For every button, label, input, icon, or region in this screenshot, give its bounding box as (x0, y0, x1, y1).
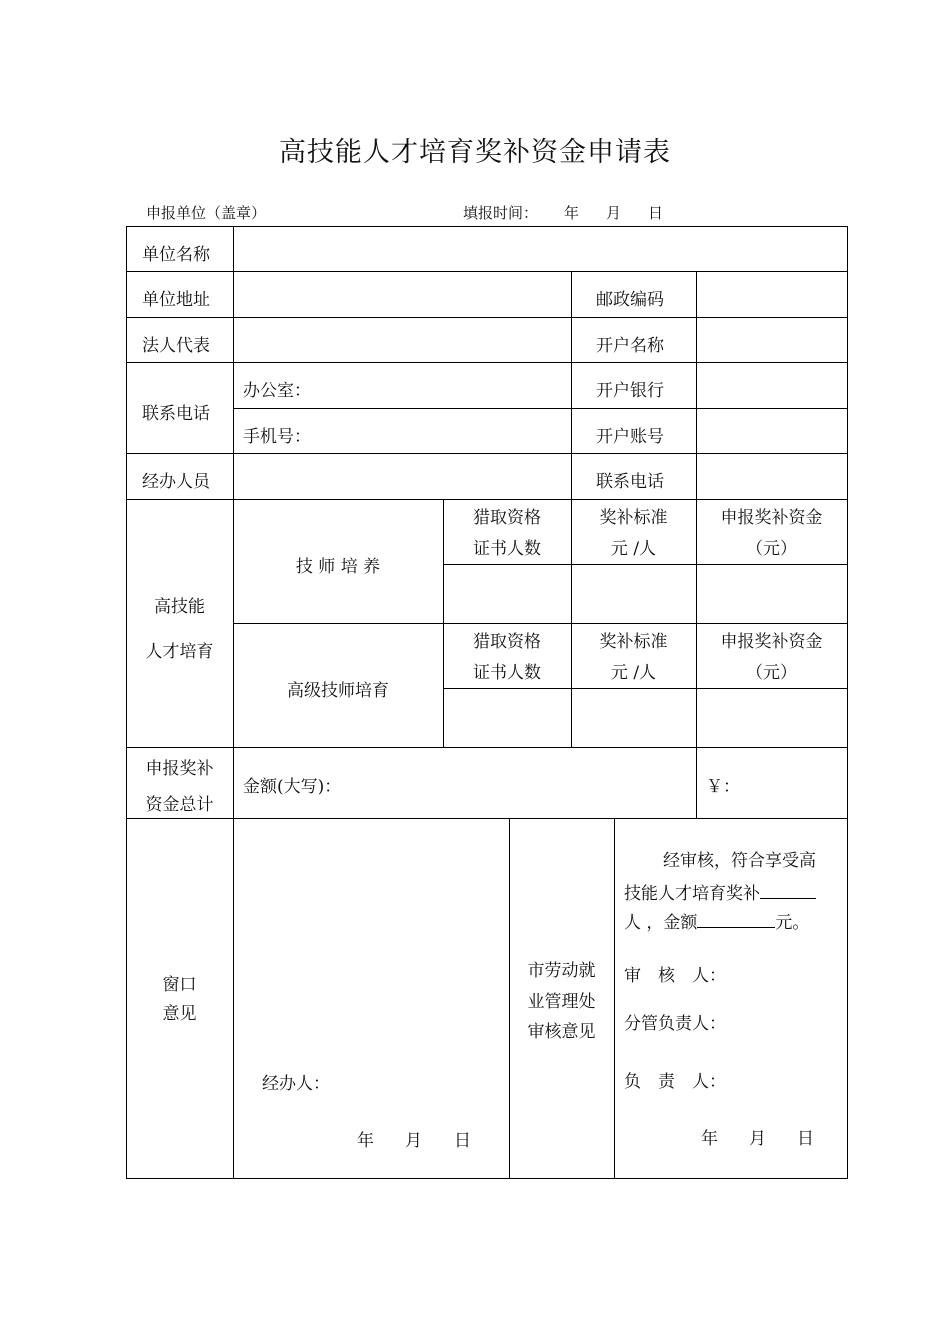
chief-label: 负 责 人： (624, 1072, 726, 1092)
review-text-line-3 (624, 911, 809, 932)
review-text-line-2-text: 技能人才培育奖补 (624, 884, 760, 904)
fill-year: 年 (564, 204, 580, 222)
bureau-opinion-label-2: 业管理处 (527, 992, 596, 1012)
review-text-line-2 (624, 882, 816, 903)
table-border-left (126, 226, 127, 1179)
fill-day: 日 (648, 204, 664, 222)
reviewer-label: 审 核 人： (624, 966, 726, 986)
row-divider (126, 499, 848, 500)
technician-training-label: 技 师 培 养 (295, 557, 381, 577)
review-text-line-1: 经审核，符合享受高 (663, 851, 816, 871)
count-blank (760, 882, 816, 899)
table-border-right (847, 226, 848, 1179)
amount-blank (697, 911, 775, 928)
row-divider (233, 623, 848, 624)
postal-code-label: 邮政编码 (596, 290, 664, 310)
row-divider (126, 271, 848, 272)
legal-rep-label: 法人代表 (142, 336, 210, 356)
subsidy-amount-header-1: 申报奖补资金 (720, 632, 823, 652)
senior-technician-training-label: 高级技师培育 (287, 681, 389, 701)
table-border-bottom (126, 1178, 848, 1179)
fill-month: 月 (606, 204, 622, 222)
window-handler-label: 经办人： (262, 1074, 330, 1094)
unit-name-label: 单位名称 (142, 245, 210, 265)
unit-address-label: 单位地址 (142, 290, 210, 310)
col-divider (696, 271, 697, 499)
handler-phone-label: 联系电话 (596, 472, 664, 492)
col-divider (696, 499, 697, 748)
table-border-top (126, 226, 848, 227)
cert-count-header-1: 猎取资格 (473, 632, 541, 652)
bank-label: 开户银行 (596, 381, 664, 401)
handler-label: 经办人员 (142, 472, 210, 492)
cert-count-header-1: 猎取资格 (473, 508, 541, 528)
total-label-1: 申报奖补 (145, 759, 214, 779)
subsidy-standard-header-1: 奖补标准 (599, 508, 668, 528)
subsidy-amount-header-1: 申报奖补资金 (720, 508, 823, 528)
col-divider (443, 499, 444, 748)
office-phone-label: 办公室： (243, 381, 311, 401)
fill-time-label: 填报时间： (463, 204, 539, 222)
row-divider (126, 362, 848, 363)
col-divider (571, 499, 572, 748)
row-divider (443, 564, 848, 565)
contact-phone-label: 联系电话 (142, 404, 210, 424)
col-divider (696, 747, 697, 819)
window-day: 日 (454, 1131, 471, 1151)
window-year: 年 (357, 1131, 374, 1151)
window-opinion-label-2: 意见 (162, 1004, 197, 1024)
subsidy-standard-header-2: 元 /人 (610, 663, 657, 683)
cert-count-header-2: 证书人数 (473, 539, 541, 559)
row-divider (126, 317, 848, 318)
amount-yen-label: ￥： (706, 777, 740, 797)
row-divider (233, 408, 848, 409)
training-section-label-2: 人才培育 (145, 642, 214, 662)
col-divider (614, 818, 615, 1179)
training-section-label-1: 高技能 (154, 597, 205, 617)
review-year: 年 (701, 1129, 718, 1149)
reporting-unit-label: 申报单位（盖章） (146, 204, 267, 222)
row-divider (126, 747, 848, 748)
deputy-label: 分管负责人： (624, 1014, 726, 1034)
cert-count-header-2: 证书人数 (473, 663, 541, 683)
row-divider (443, 688, 848, 689)
bureau-opinion-label-3: 审核意见 (527, 1022, 596, 1042)
account-name-label: 开户名称 (596, 336, 664, 356)
subsidy-amount-header-2: （元） (746, 663, 797, 683)
total-label-2: 资金总计 (145, 795, 214, 815)
window-opinion-label-1: 窗口 (162, 975, 197, 995)
col-divider (571, 271, 572, 499)
mobile-label: 手机号： (243, 427, 311, 447)
account-number-label: 开户账号 (596, 427, 664, 447)
subsidy-standard-header-1: 奖补标准 (599, 632, 668, 652)
review-day: 日 (797, 1129, 814, 1149)
review-text-line-3b: 元。 (775, 913, 810, 933)
review-month: 月 (749, 1129, 766, 1149)
amount-in-words-label: 金额(大写)： (243, 777, 342, 797)
window-month: 月 (405, 1131, 422, 1151)
row-divider (126, 818, 848, 819)
subsidy-standard-header-2: 元 /人 (610, 539, 657, 559)
page-title: 高技能人才培育奖补资金申请表 (279, 137, 671, 168)
col-divider (233, 226, 234, 1179)
bureau-opinion-label-1: 市劳动就 (527, 961, 596, 981)
subsidy-amount-header-2: （元） (746, 539, 797, 559)
row-divider (126, 453, 848, 454)
review-text-line-3a: 人 ，金额 (624, 913, 698, 933)
